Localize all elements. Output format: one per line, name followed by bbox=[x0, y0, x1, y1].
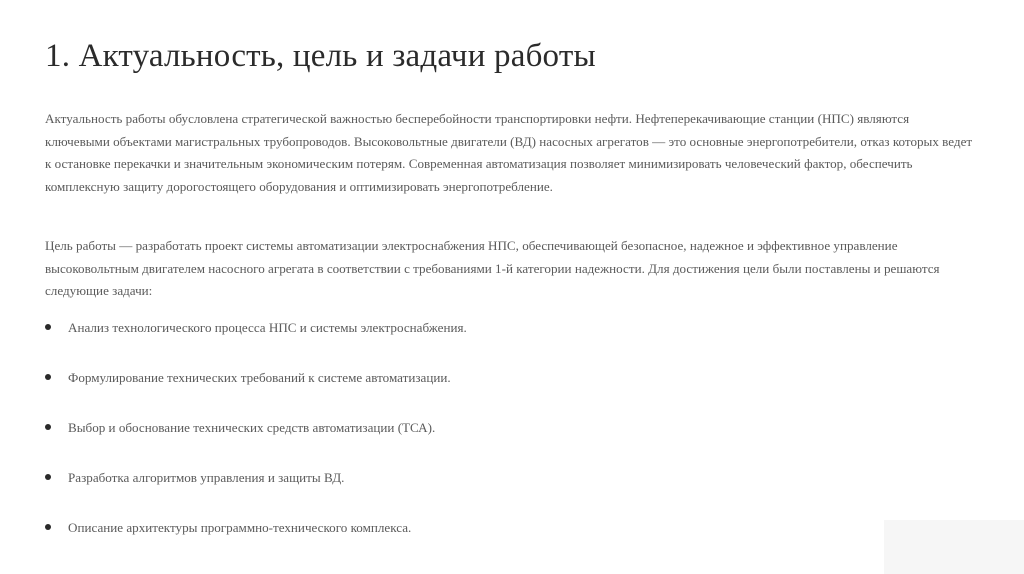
slide-title: 1. Актуальность, цель и задачи работы bbox=[45, 38, 596, 74]
list-item-text: Описание архитектуры программно-технического комплекса. bbox=[68, 520, 412, 535]
list-item bbox=[45, 417, 467, 467]
list-item-text: Разработка алгоритмов управления и защиты ВД. bbox=[68, 470, 345, 485]
bullet-icon bbox=[45, 474, 51, 480]
bullet-icon bbox=[45, 374, 51, 380]
list-item-text: Формулирование технических требований к системе автоматизации. bbox=[68, 370, 451, 385]
bullet-icon bbox=[45, 424, 51, 430]
bullet-icon bbox=[45, 324, 51, 330]
goal-paragraph: Цель работы — разработать проект системы автоматизации электроснабжения НПС, обеспечивающей безопасное, надежное и эффективное управление высоковольтным двигателем насосного агрегата в соответствии с требованиями 1-й категории надежности. Для достижения цели были поставлены и решаются следующие задачи: bbox=[45, 238, 940, 298]
list-item bbox=[45, 467, 467, 517]
list-item-text: Выбор и обоснование технических средств автоматизации (ТСА). bbox=[68, 420, 436, 435]
list-item bbox=[45, 367, 467, 417]
list-item bbox=[45, 317, 467, 367]
relevance-paragraph: Актуальность работы обусловлена стратегической важностью бесперебойности транспортировки нефти. Нефтеперекачивающие станции (НПС) являются ключевыми объектами магистральных трубопроводов. Высоковольтные двигатели (ВД) насосных агрегатов — это основные энергопотребители, отказ которых ведет к остановке перекачки и значительным экономическим потерям. Современная автоматизация позволяет минимизировать человеческий фактор, обеспечить комплексную защиту дорогостоящего оборудования и оптимизировать энергопотребление. bbox=[45, 111, 973, 194]
tasks-list bbox=[45, 317, 467, 567]
list-item bbox=[45, 517, 467, 567]
list-item-text: Анализ технологического процесса НПС и системы электроснабжения. bbox=[68, 320, 467, 335]
bullet-icon bbox=[45, 524, 51, 530]
corner-decoration bbox=[884, 520, 1024, 574]
